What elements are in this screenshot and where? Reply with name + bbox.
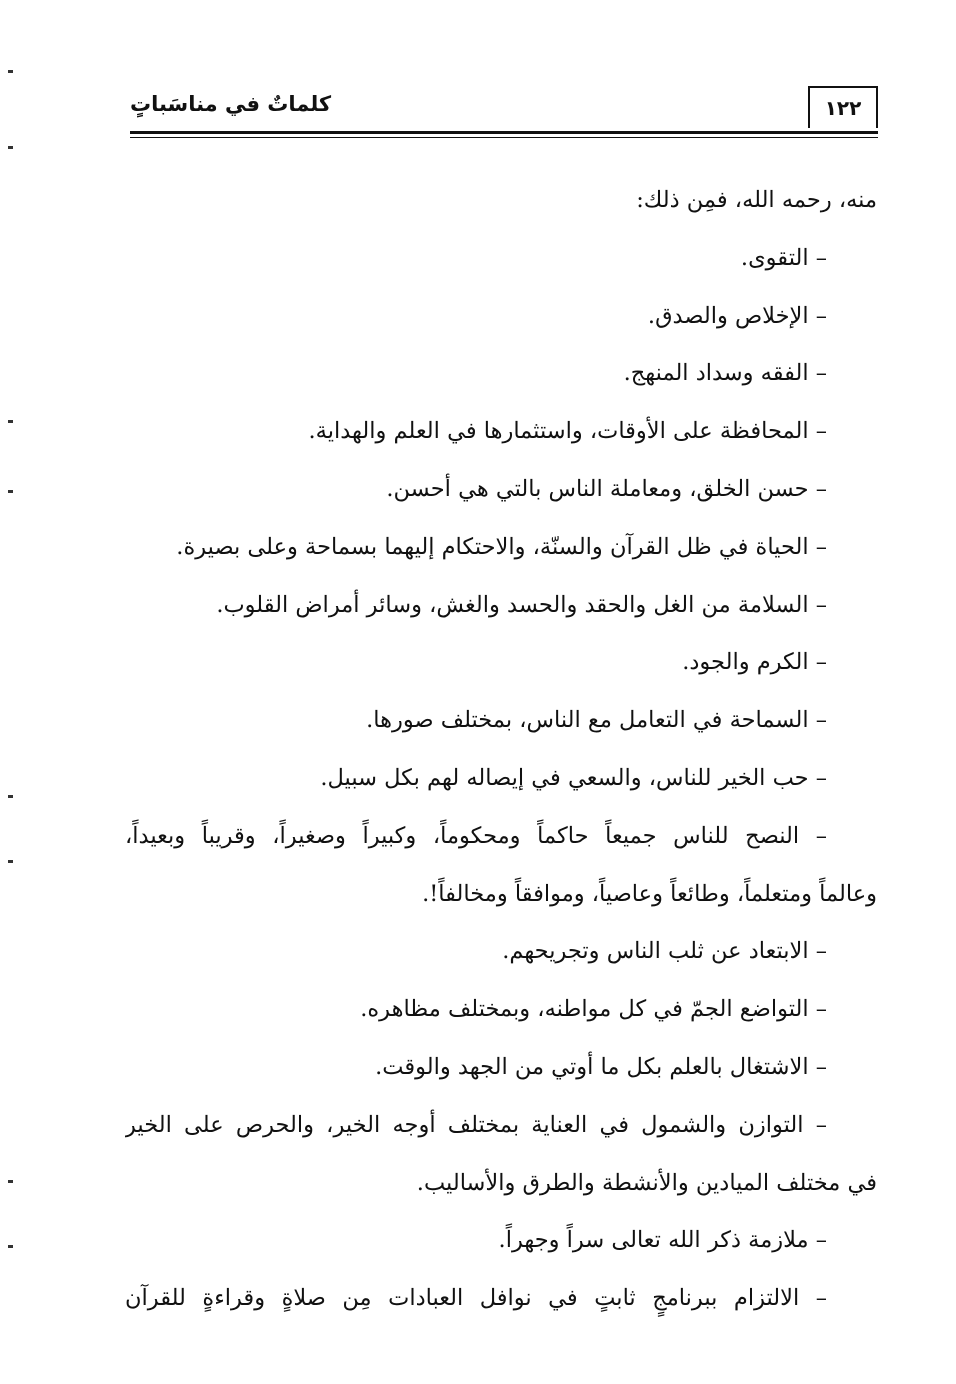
header-rule-thin [130,137,878,138]
list-item: – الابتعاد عن ثلب الناس وتجريحهم. [502,938,827,965]
header-rule-thick [130,131,878,134]
list-item-tawazun-line2: في مختلف الميادين والأنشطة والطرق والأساليب. [416,1169,877,1196]
margin-tick [8,420,13,423]
list-item: – التقوى. [740,244,827,271]
margin-tick [8,70,13,73]
list-item: – الإخلاص والصدق. [647,302,827,329]
list-item: – التواضع الجمّ في كل مواطنه، وبمختلف مظاهره. [360,996,827,1023]
list-item: – حب الخير للناس، والسعي في إيصاله لهم بكل سبيل. [320,764,827,791]
list-item: – المحافظة على الأوقات، واستثمارها في العلم والهداية. [308,418,827,445]
margin-tick [8,490,13,493]
page-header [130,86,878,134]
list-item: – ملازمة ذكر الله تعالى سراً وجهراً. [498,1227,827,1254]
list-item: – السلامة من الغل والحقد والحسد والغش، وسائر أمراض القلوب. [216,591,827,618]
list-item: – الاشتغال بالعلم بكل ما أوتي من الجهد والوقت. [375,1053,827,1080]
intro-line: منه، رحمه الله، فمِن ذلك: [636,187,877,213]
margin-tick [8,1180,13,1183]
list-item: – حسن الخلق، ومعاملة الناس بالتي هي أحسن. [386,475,827,502]
list-item: – الفقه وسداد المنهج. [623,360,827,387]
body-text [125,172,877,1328]
list-item-tawazun-line1: – التوازن والشمول في العناية بمختلف أوجه الخير، والحرص على الخير [125,1111,827,1138]
list-item-iltizam-line1: – الالتزام ببرنامجٍ ثابتٍ في نوافل العبادات مِن صلاةٍ وقراءةٍ للقرآن [125,1285,827,1312]
list-item: – السماحة في التعامل مع الناس، بمختلف صورها. [366,707,827,734]
margin-tick [8,795,13,798]
running-title: كلماتٌ في مناسَباتٍ [130,92,332,116]
list-item: – الحياة في ظل القرآن والسنّة، والاحتكام إليهما بسماحة وعلى بصيرة. [176,533,827,560]
list-item: – الكرم والجود. [682,649,827,676]
margin-tick [8,1245,13,1248]
page-number: ١٢٢ [808,86,878,128]
margin-tick [8,860,13,863]
margin-tick [8,146,13,149]
list-item-nasiha-line2: وعالماً ومتعلماً، وطائعاً وعاصياً، وموافقاً ومخالفاً!. [422,880,877,907]
list-item-nasiha-line1: – النصح للناس جميعاً حاكماً ومحكوماً، وكبيراً وصغيراً، وقريباً وبعيداً، [125,822,827,849]
